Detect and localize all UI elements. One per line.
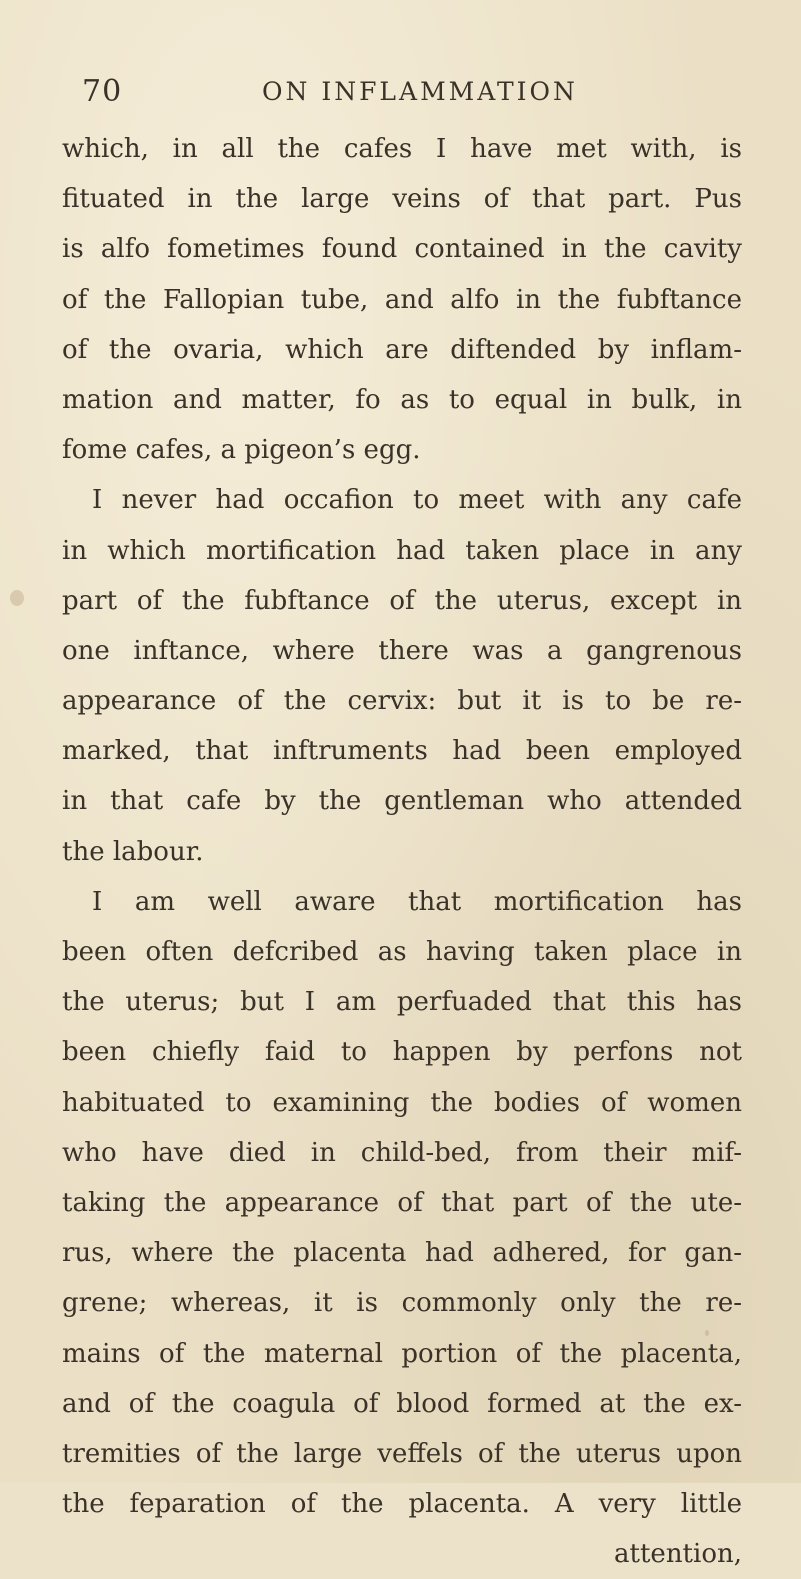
text-line: fome cafes, a pigeon’s egg. (62, 435, 421, 466)
running-title: ON INFLAMMATION (262, 77, 578, 106)
text-line: the labour. (62, 836, 204, 867)
text-line: rus, where the placenta had adhered, for gan- (62, 1238, 742, 1269)
text-line: appearance of the cervix: but it is to be re- (62, 686, 742, 717)
text-line: the uterus; but I am perfuaded that this has (62, 987, 742, 1018)
catchword: attention, (614, 1539, 742, 1570)
text-line: is alfo fometimes found contained in the cavity (62, 234, 742, 265)
text-line: one inftance, where there was a gangrenous (62, 635, 742, 666)
text-line: of the ovaria, which are diftended by inflam- (62, 334, 742, 365)
text-line: fituated in the large veins of that part. Pus (62, 184, 742, 215)
text-line: and of the coagula of blood formed at the ex- (62, 1388, 742, 1419)
text-line: mation and matter, fo as to equal in bulk, in (62, 384, 742, 415)
text-line: tremities of the large veffels of the uterus upon (62, 1438, 742, 1469)
text-line: of the Fallopian tube, and alfo in the fubftance (62, 284, 742, 315)
running-head (82, 74, 742, 114)
body-text (62, 124, 742, 1579)
text-line: mains of the maternal portion of the placenta, (62, 1338, 742, 1369)
paragraph-start: I am well aware that mortification has (92, 886, 742, 917)
text-line: the feparation of the placenta. A very little (62, 1489, 742, 1520)
text-line: which, in all the cafes I have met with, is (62, 134, 742, 164)
text-line: who have died in child-bed, from their mif- (62, 1137, 742, 1168)
text-line: grene; whereas, it is commonly only the re- (62, 1288, 742, 1319)
text-line: part of the fubftance of the uterus, except in (62, 585, 742, 616)
text-line: habituated to examining the bodies of women (62, 1087, 742, 1118)
text-line: in which mortification had taken place in any (62, 535, 742, 566)
text-line: in that cafe by the gentleman who attended (62, 786, 742, 817)
text-line: been chiefly faid to happen by perfons not (62, 1037, 742, 1068)
page-number: 70 (82, 74, 123, 109)
text-line: been often defcribed as having taken place in (62, 937, 742, 967)
text-line: marked, that inftruments had been employed (62, 736, 742, 767)
paragraph-start: I never had occafion to meet with any cafe (92, 485, 742, 516)
text-line: taking the appearance of that part of the ute- (62, 1187, 742, 1218)
paper-stain (10, 590, 24, 606)
